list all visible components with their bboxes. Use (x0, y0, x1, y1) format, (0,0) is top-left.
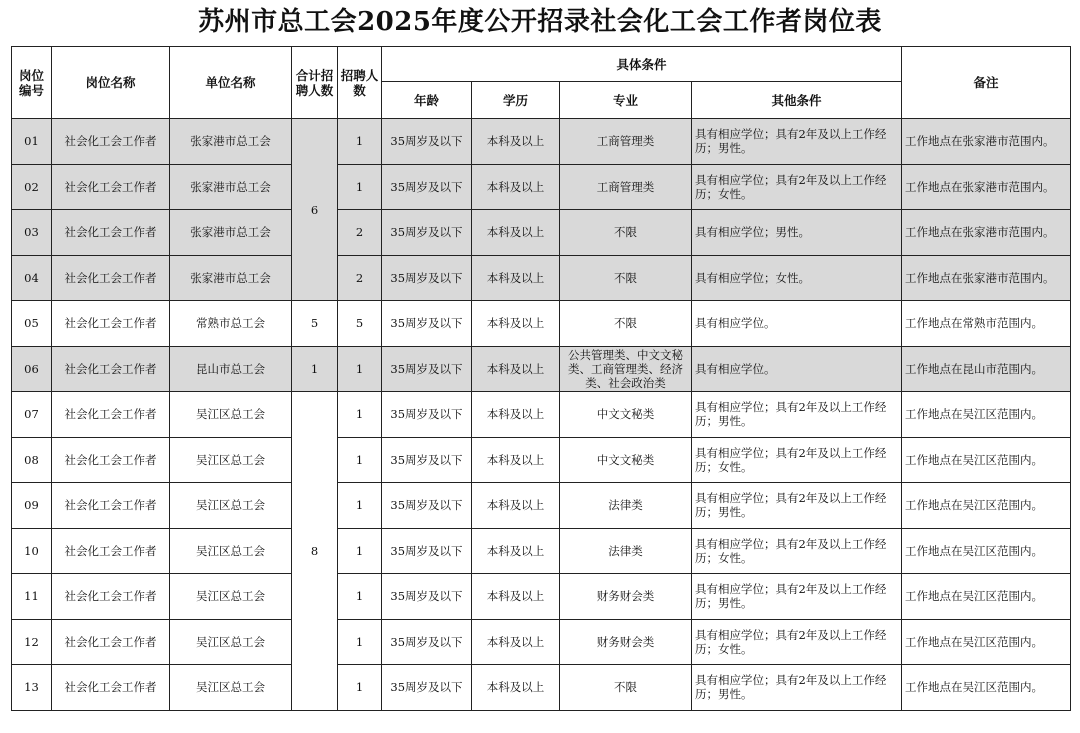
cell-unit: 张家港市总工会 (170, 119, 292, 165)
cell-total: 6 (292, 119, 338, 301)
cell-edu: 本科及以上 (472, 119, 560, 165)
cell-major: 法律类 (560, 528, 692, 574)
cell-hire: 1 (338, 574, 382, 620)
cell-major: 法律类 (560, 483, 692, 529)
cell-remark: 工作地点在吴江区范围内。 (902, 392, 1071, 438)
cell-unit: 吴江区总工会 (170, 574, 292, 620)
cell-total: 1 (292, 346, 338, 392)
cell-id: 03 (12, 210, 52, 256)
cell-other: 具有相应学位。 (692, 301, 902, 347)
cell-major: 中文文秘类 (560, 437, 692, 483)
table-row (12, 119, 1071, 165)
cell-name: 社会化工会工作者 (52, 164, 170, 210)
cell-hire: 2 (338, 210, 382, 256)
cell-unit: 张家港市总工会 (170, 164, 292, 210)
table-row (12, 210, 1071, 256)
cell-other: 具有相应学位。 (692, 346, 902, 392)
cell-remark: 工作地点在张家港市范围内。 (902, 164, 1071, 210)
cell-hire: 5 (338, 301, 382, 347)
header-total: 合计招聘人数 (292, 47, 338, 119)
cell-name: 社会化工会工作者 (52, 392, 170, 438)
cell-unit: 张家港市总工会 (170, 210, 292, 256)
cell-name: 社会化工会工作者 (52, 437, 170, 483)
table-row (12, 619, 1071, 665)
cell-name: 社会化工会工作者 (52, 665, 170, 711)
header-post-id: 岗位编号 (12, 47, 52, 119)
cell-name: 社会化工会工作者 (52, 119, 170, 165)
cell-unit: 吴江区总工会 (170, 619, 292, 665)
cell-age: 35周岁及以下 (382, 574, 472, 620)
cell-unit: 常熟市总工会 (170, 301, 292, 347)
cell-edu: 本科及以上 (472, 210, 560, 256)
table-row (12, 483, 1071, 529)
cell-id: 01 (12, 119, 52, 165)
table-row (12, 574, 1071, 620)
cell-id: 09 (12, 483, 52, 529)
cell-age: 35周岁及以下 (382, 255, 472, 301)
header-unit-name: 单位名称 (170, 47, 292, 119)
table-row (12, 437, 1071, 483)
page-title: 苏州市总工会2025年度公开招录社会化工会工作者岗位表 (198, 7, 882, 37)
cell-other: 具有相应学位；具有2年及以上工作经历；女性。 (692, 528, 902, 574)
cell-unit: 吴江区总工会 (170, 392, 292, 438)
cell-hire: 1 (338, 619, 382, 665)
cell-id: 06 (12, 346, 52, 392)
cell-edu: 本科及以上 (472, 164, 560, 210)
cell-name: 社会化工会工作者 (52, 528, 170, 574)
cell-other: 具有相应学位；具有2年及以上工作经历；女性。 (692, 619, 902, 665)
cell-name: 社会化工会工作者 (52, 346, 170, 392)
cell-hire: 1 (338, 483, 382, 529)
cell-other: 具有相应学位；具有2年及以上工作经历；男性。 (692, 665, 902, 711)
table-row (12, 528, 1071, 574)
cell-edu: 本科及以上 (472, 574, 560, 620)
cell-edu: 本科及以上 (472, 392, 560, 438)
header-major: 专业 (560, 82, 692, 119)
cell-name: 社会化工会工作者 (52, 255, 170, 301)
cell-total: 5 (292, 301, 338, 347)
cell-edu: 本科及以上 (472, 483, 560, 529)
cell-id: 11 (12, 574, 52, 620)
cell-hire: 1 (338, 119, 382, 165)
cell-id: 08 (12, 437, 52, 483)
table-row (12, 346, 1071, 392)
cell-major: 财务财会类 (560, 574, 692, 620)
cell-other: 具有相应学位；具有2年及以上工作经历；男性。 (692, 392, 902, 438)
cell-remark: 工作地点在张家港市范围内。 (902, 210, 1071, 256)
cell-age: 35周岁及以下 (382, 164, 472, 210)
cell-major: 不限 (560, 301, 692, 347)
cell-name: 社会化工会工作者 (52, 574, 170, 620)
cell-age: 35周岁及以下 (382, 437, 472, 483)
cell-id: 13 (12, 665, 52, 711)
cell-remark: 工作地点在张家港市范围内。 (902, 255, 1071, 301)
cell-remark: 工作地点在吴江区范围内。 (902, 619, 1071, 665)
cell-other: 具有相应学位；男性。 (692, 210, 902, 256)
cell-hire: 1 (338, 528, 382, 574)
cell-age: 35周岁及以下 (382, 483, 472, 529)
cell-other: 具有相应学位；具有2年及以上工作经历；男性。 (692, 574, 902, 620)
cell-unit: 吴江区总工会 (170, 437, 292, 483)
cell-remark: 工作地点在常熟市范围内。 (902, 301, 1071, 347)
header-age: 年龄 (382, 82, 472, 119)
header-other: 其他条件 (692, 82, 902, 119)
cell-unit: 吴江区总工会 (170, 483, 292, 529)
cell-remark: 工作地点在吴江区范围内。 (902, 665, 1071, 711)
cell-age: 35周岁及以下 (382, 346, 472, 392)
header-education: 学历 (472, 82, 560, 119)
table-row (12, 255, 1071, 301)
table-row (12, 301, 1071, 347)
cell-id: 05 (12, 301, 52, 347)
cell-major: 工商管理类 (560, 119, 692, 165)
cell-id: 04 (12, 255, 52, 301)
job-table (11, 46, 1071, 711)
cell-remark: 工作地点在吴江区范围内。 (902, 483, 1071, 529)
header-conditions: 具体条件 (382, 47, 902, 82)
cell-remark: 工作地点在吴江区范围内。 (902, 528, 1071, 574)
cell-other: 具有相应学位；具有2年及以上工作经历；女性。 (692, 437, 902, 483)
table-row (12, 392, 1071, 438)
cell-other: 具有相应学位；女性。 (692, 255, 902, 301)
cell-remark: 工作地点在吴江区范围内。 (902, 437, 1071, 483)
cell-edu: 本科及以上 (472, 301, 560, 347)
cell-name: 社会化工会工作者 (52, 301, 170, 347)
cell-edu: 本科及以上 (472, 437, 560, 483)
cell-hire: 1 (338, 346, 382, 392)
cell-major: 不限 (560, 665, 692, 711)
cell-remark: 工作地点在张家港市范围内。 (902, 119, 1071, 165)
table-row (12, 164, 1071, 210)
header-post-name: 岗位名称 (52, 47, 170, 119)
cell-age: 35周岁及以下 (382, 210, 472, 256)
cell-age: 35周岁及以下 (382, 119, 472, 165)
cell-major: 不限 (560, 255, 692, 301)
cell-major: 工商管理类 (560, 164, 692, 210)
cell-name: 社会化工会工作者 (52, 210, 170, 256)
cell-id: 10 (12, 528, 52, 574)
cell-unit: 吴江区总工会 (170, 665, 292, 711)
cell-name: 社会化工会工作者 (52, 619, 170, 665)
cell-hire: 1 (338, 665, 382, 711)
cell-id: 12 (12, 619, 52, 665)
cell-total: 8 (292, 392, 338, 711)
cell-edu: 本科及以上 (472, 255, 560, 301)
cell-age: 35周岁及以下 (382, 392, 472, 438)
cell-remark: 工作地点在吴江区范围内。 (902, 574, 1071, 620)
cell-other: 具有相应学位；具有2年及以上工作经历；女性。 (692, 164, 902, 210)
cell-unit: 吴江区总工会 (170, 528, 292, 574)
cell-unit: 张家港市总工会 (170, 255, 292, 301)
header-hire: 招聘人数 (338, 47, 382, 119)
cell-unit: 昆山市总工会 (170, 346, 292, 392)
cell-hire: 2 (338, 255, 382, 301)
table-row (12, 665, 1071, 711)
cell-major: 公共管理类、中文文秘类、工商管理类、经济类、社会政治类 (560, 346, 692, 392)
cell-id: 07 (12, 392, 52, 438)
header-remark: 备注 (902, 47, 1071, 119)
cell-edu: 本科及以上 (472, 346, 560, 392)
cell-major: 财务财会类 (560, 619, 692, 665)
cell-other: 具有相应学位；具有2年及以上工作经历；男性。 (692, 119, 902, 165)
cell-age: 35周岁及以下 (382, 301, 472, 347)
cell-age: 35周岁及以下 (382, 528, 472, 574)
cell-id: 02 (12, 164, 52, 210)
cell-age: 35周岁及以下 (382, 619, 472, 665)
cell-edu: 本科及以上 (472, 619, 560, 665)
cell-hire: 1 (338, 437, 382, 483)
cell-hire: 1 (338, 392, 382, 438)
cell-age: 35周岁及以下 (382, 665, 472, 711)
cell-edu: 本科及以上 (472, 528, 560, 574)
cell-remark: 工作地点在昆山市范围内。 (902, 346, 1071, 392)
cell-other: 具有相应学位；具有2年及以上工作经历；男性。 (692, 483, 902, 529)
cell-edu: 本科及以上 (472, 665, 560, 711)
cell-major: 中文文秘类 (560, 392, 692, 438)
cell-name: 社会化工会工作者 (52, 483, 170, 529)
cell-hire: 1 (338, 164, 382, 210)
cell-major: 不限 (560, 210, 692, 256)
